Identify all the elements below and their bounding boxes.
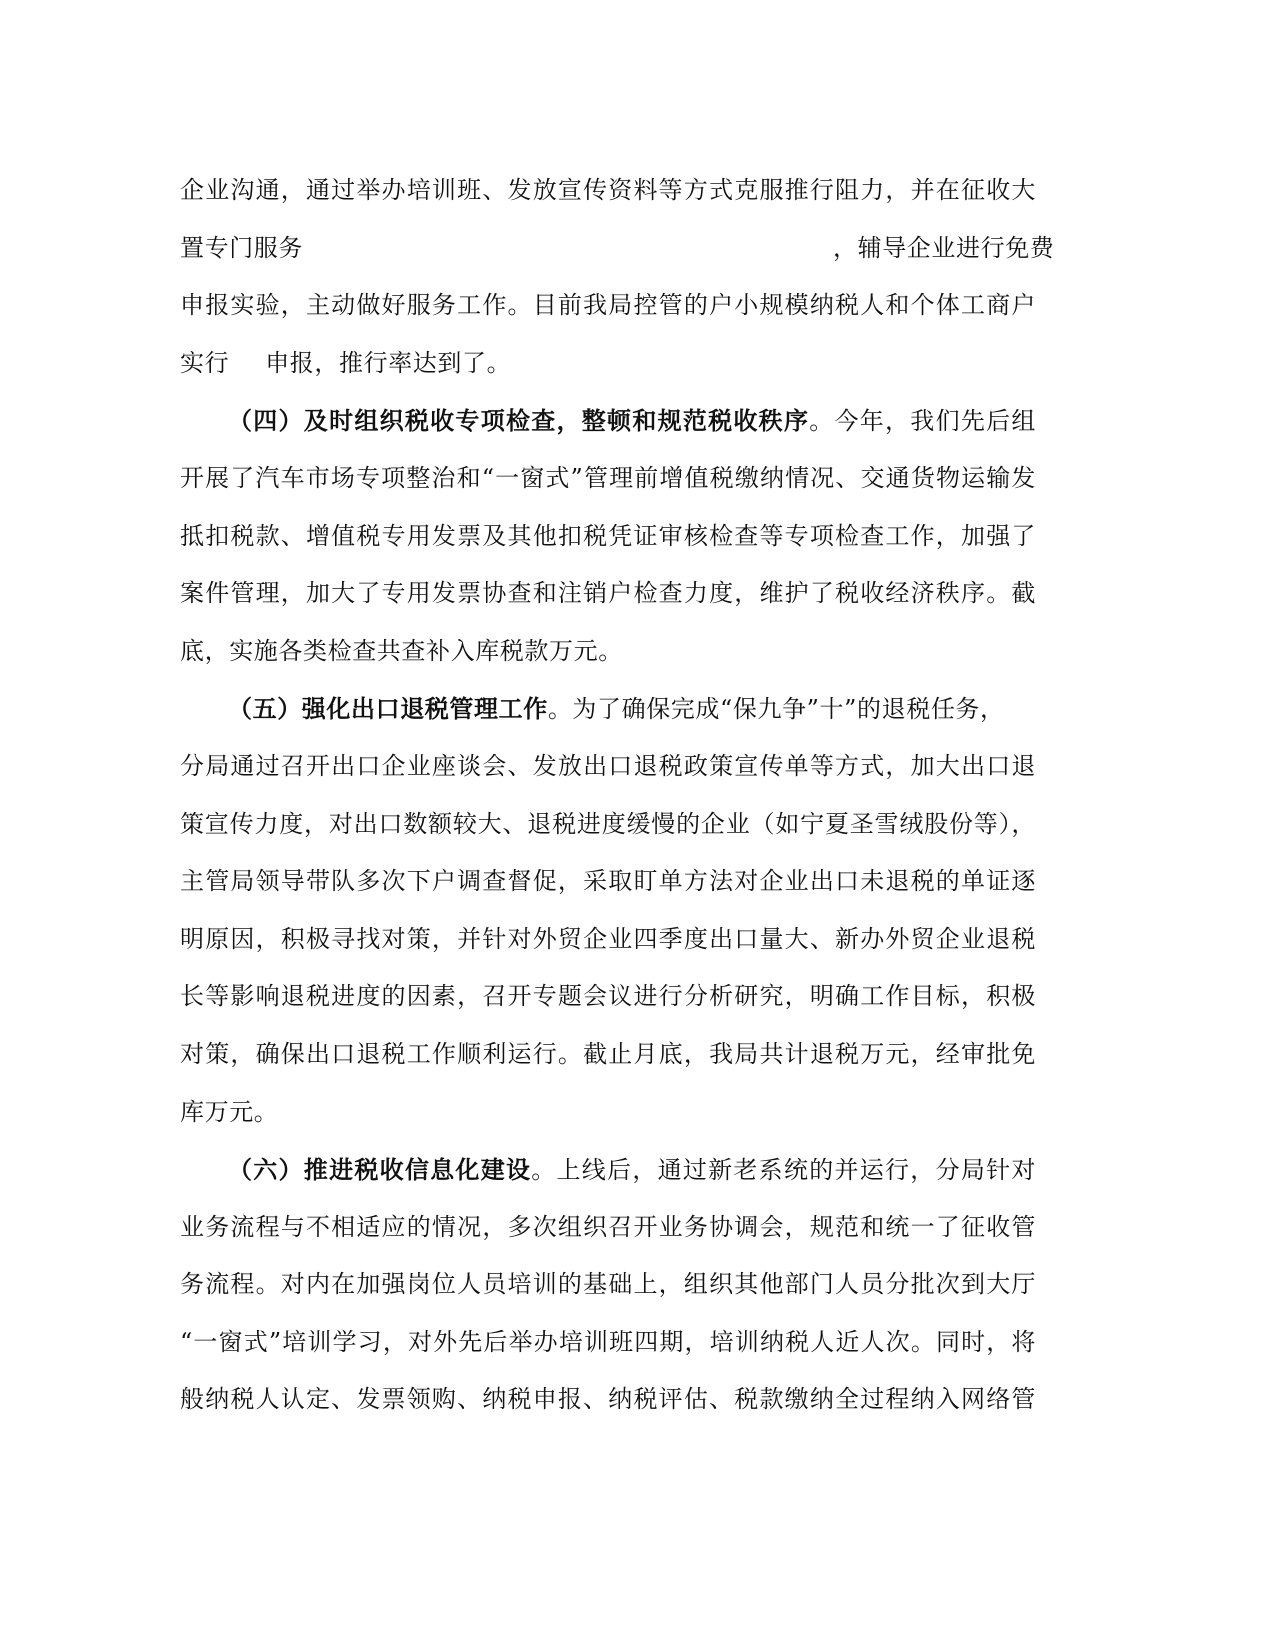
text-line bbox=[180, 1026, 1036, 1084]
text-span: 抵扣税款、增值税专用发票及其他扣税凭证审核检查等专项检查工作，加强了 bbox=[180, 521, 1036, 550]
text-span: 申报，推行率达到了。 bbox=[265, 348, 512, 377]
text-line bbox=[180, 911, 1036, 969]
paragraph-5-first-line bbox=[180, 680, 1036, 738]
text-span: 企业沟通，通过举办培训班、发放宣传资料等方式克服推行阻力，并在征收大 bbox=[180, 176, 1036, 204]
paragraph-4-first-line bbox=[180, 392, 1036, 450]
text-line bbox=[180, 335, 1036, 393]
text-span: 。为了确保完成“保九争”十”的退税任务， bbox=[547, 695, 1005, 724]
section-heading: （六）推进税收信息化建设 bbox=[228, 1155, 532, 1185]
text-span: 般纳税人认定、发票领购、纳税申报、纳税评估、税款缴纳全过程纳入网络管 bbox=[180, 1385, 1036, 1414]
document-page bbox=[180, 162, 1055, 1429]
text-span: 底，实施各类检查共查补入库税款万元。 bbox=[180, 636, 623, 665]
text-line bbox=[180, 508, 1036, 566]
text-line bbox=[180, 1199, 1036, 1257]
text-span: “一窗式”培训学习，对外先后举办培训班四期，培训纳税人近人次。同时，将 bbox=[180, 1327, 1036, 1356]
section-heading: （五）强化出口退税管理工作 bbox=[228, 694, 548, 724]
text-span: 分局通过召开出口企业座谈会、发放出口退税政策宣传单等方式，加大出口退 bbox=[180, 751, 1036, 780]
section-heading: （四）及时组织税收专项检查，整顿和规范税收秩序 bbox=[228, 406, 810, 436]
text-line bbox=[180, 565, 1036, 623]
text-line bbox=[180, 1314, 1036, 1372]
text-line bbox=[180, 968, 1036, 1026]
text-span: 案件管理，加大了专用发票协查和注销户检查力度，维护了税收经济秩序。截 bbox=[180, 579, 1036, 608]
text-span: 策宣传力度，对出口数额较大、退税进度缓慢的企业（如宁夏圣雪绒股份等）， bbox=[180, 809, 1036, 838]
text-span: 长等影响退税进度的因素，召开专题会议进行分析研究，明确工作目标，积极 bbox=[180, 982, 1036, 1011]
text-line bbox=[180, 623, 1036, 681]
text-span: 申报实验，主动做好服务工作。目前我局控管的户小规模纳税人和个体工商户 bbox=[180, 291, 1036, 320]
text-line bbox=[180, 738, 1036, 796]
text-span: 业务流程与不相适应的情况，多次组织召开业务协调会，规范和统一了征收管 bbox=[180, 1212, 1036, 1241]
text-span: 明原因，积极寻找对策，并针对外贸企业四季度出口量大、新办外贸企业退税 bbox=[180, 924, 1036, 953]
text-span: 对策，确保出口退税工作顺利运行。截止月底，我局共计退税万元，经审批免 bbox=[180, 1039, 1036, 1068]
text-span: 主管局领导带队多次下户调查督促，采取盯单方法对企业出口未退税的单证逐 bbox=[180, 867, 1036, 896]
text-span: 实行 bbox=[180, 348, 230, 377]
text-line bbox=[180, 1256, 1036, 1314]
text-span: 库万元。 bbox=[180, 1097, 279, 1126]
text-line bbox=[180, 450, 1036, 508]
text-span: 务流程。对内在加强岗位人员培训的基础上，组织其他部门人员分批次到大厅 bbox=[180, 1270, 1036, 1299]
text-line bbox=[180, 1371, 1036, 1429]
text-span: ，辅导企业进行免费 bbox=[833, 233, 1055, 262]
text-span: 置专门服务 bbox=[180, 233, 303, 262]
text-span: 开展了汽车市场专项整治和“一窗式”管理前增值税缴纳情况、交通货物运输发 bbox=[180, 463, 1036, 492]
text-span: 。今年，我们先后组 bbox=[809, 407, 1036, 436]
text-line bbox=[180, 277, 1036, 335]
text-line bbox=[180, 220, 1055, 278]
text-span: 。上线后，通过新老系统的并运行，分局针对 bbox=[531, 1156, 1036, 1185]
text-line bbox=[180, 1084, 1036, 1142]
text-line bbox=[180, 162, 1036, 220]
text-line bbox=[180, 853, 1036, 911]
paragraph-6-first-line bbox=[180, 1141, 1036, 1199]
text-line bbox=[180, 796, 1036, 854]
